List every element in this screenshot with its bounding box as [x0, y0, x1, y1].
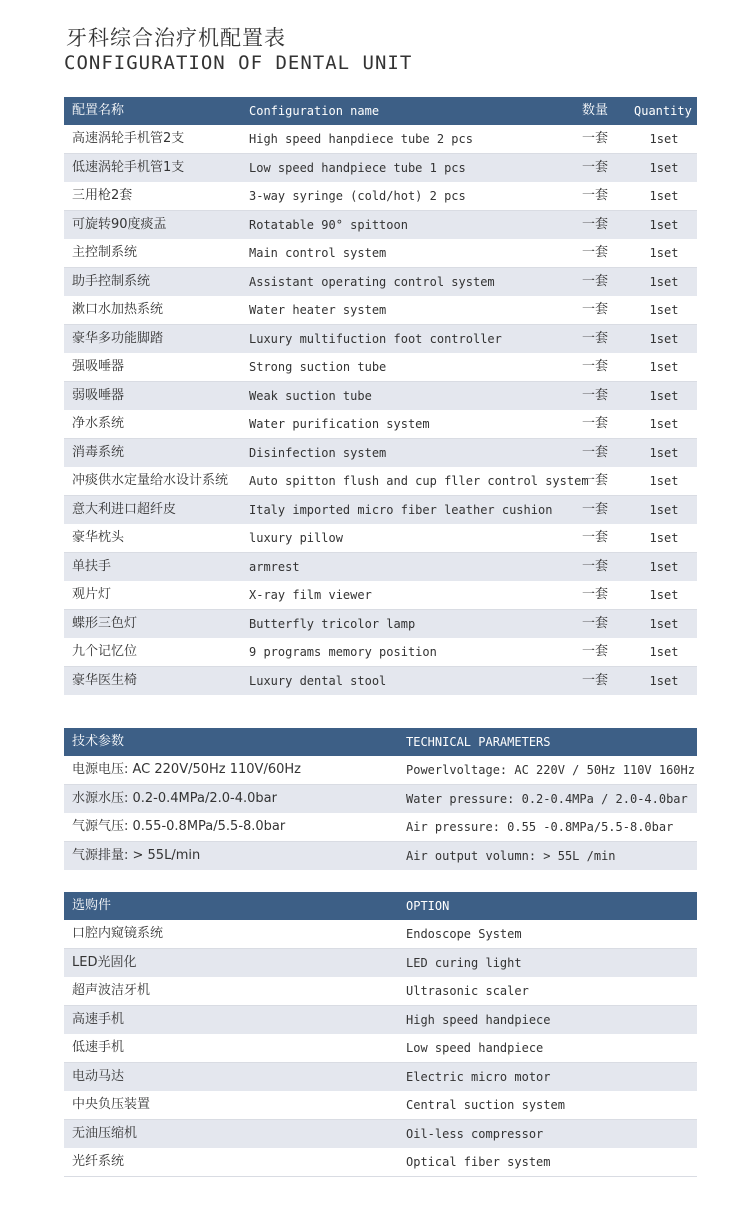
- table-cell: Italy imported micro fiber leather cushion: [249, 503, 553, 517]
- table-cell: 1set: [649, 161, 679, 175]
- table-cell: 光纤系统: [72, 1154, 125, 1169]
- params-table: [64, 728, 697, 870]
- table-cell: Main control system: [249, 246, 387, 260]
- table-cell: 豪华医生椅: [72, 673, 138, 688]
- table-cell: 一套: [582, 530, 609, 545]
- table-cell: 高速涡轮手机管2支: [72, 131, 185, 146]
- table-cell: Air output volumn: > 55L /min: [406, 849, 616, 863]
- table-cell: Water purification system: [249, 417, 430, 431]
- table-cell: 一套: [582, 217, 609, 232]
- table-cell: 气源排量: > 55L/min: [72, 848, 201, 863]
- table-row: [64, 785, 697, 813]
- table-row: [64, 1091, 697, 1120]
- table-row: [64, 154, 697, 182]
- options-table-header: [64, 892, 697, 920]
- table-cell: 气源气压: 0.55-0.8MPa/5.5-8.0bar: [72, 819, 286, 834]
- table-cell: 1set: [649, 417, 679, 431]
- header-quantity-cn: 数量: [582, 103, 609, 118]
- table-cell: 冲痰供水定量给水设计系统: [72, 473, 229, 488]
- table-cell: 一套: [582, 302, 609, 317]
- table-cell: 一套: [582, 131, 609, 146]
- table-cell: 1set: [649, 617, 679, 631]
- table-row: [64, 667, 697, 695]
- table-row: [64, 467, 697, 496]
- table-cell: 一套: [582, 388, 609, 403]
- table-cell: Butterfly tricolor lamp: [249, 617, 416, 631]
- table-cell: Central suction system: [406, 1098, 565, 1112]
- header-params-cn: 技术参数: [72, 734, 125, 749]
- config-table-header: [64, 97, 697, 125]
- table-row: [64, 296, 697, 325]
- table-cell: 一套: [582, 274, 609, 289]
- table-row: [64, 813, 697, 842]
- table-cell: 一套: [582, 559, 609, 574]
- table-cell: 一套: [582, 416, 609, 431]
- table-cell: 1set: [649, 588, 679, 602]
- table-cell: Disinfection system: [249, 446, 387, 460]
- table-cell: Ultrasonic scaler: [406, 984, 529, 998]
- table-cell: LED光固化: [72, 955, 137, 970]
- table-cell: LED curing light: [406, 956, 522, 970]
- table-cell: 强吸唾器: [72, 359, 125, 374]
- table-row: [64, 268, 697, 296]
- table-cell: Weak suction tube: [249, 389, 372, 403]
- table-row: [64, 325, 697, 353]
- table-cell: 豪华枕头: [72, 530, 125, 545]
- table-row: [64, 581, 697, 610]
- table-cell: Rotatable 90° spittoon: [249, 218, 408, 232]
- table-cell: armrest: [249, 560, 300, 574]
- table-cell: 蝶形三色灯: [72, 616, 138, 631]
- table-cell: Low speed handpiece tube 1 pcs: [249, 161, 466, 175]
- table-cell: 一套: [582, 473, 609, 488]
- options-table: [64, 892, 697, 1177]
- table-cell: 1set: [649, 446, 679, 460]
- table-cell: Powerlvoltage: AC 220V / 50Hz 110V 160Hz: [406, 763, 695, 777]
- table-row: [64, 410, 697, 439]
- table-cell: 1set: [649, 474, 679, 488]
- table-cell: 1set: [649, 360, 679, 374]
- table-cell: 一套: [582, 587, 609, 602]
- table-row: [64, 353, 697, 382]
- table-row: [64, 239, 697, 268]
- table-row: [64, 553, 697, 581]
- table-row: [64, 496, 697, 524]
- table-cell: Luxury multifuction foot controller: [249, 332, 502, 346]
- table-cell: Auto spitton flush and cup fller control system: [249, 474, 589, 488]
- table-cell: 高速手机: [72, 1012, 125, 1027]
- table-cell: 助手控制系统: [72, 274, 151, 289]
- table-row: [64, 756, 697, 785]
- table-cell: 一套: [582, 502, 609, 517]
- table-cell: High speed handpiece: [406, 1013, 551, 1027]
- table-row: [64, 1148, 697, 1177]
- table-cell: Optical fiber system: [406, 1155, 551, 1169]
- table-cell: 观片灯: [72, 587, 112, 602]
- table-cell: 一套: [582, 445, 609, 460]
- table-cell: Luxury dental stool: [249, 674, 387, 688]
- table-cell: 一套: [582, 673, 609, 688]
- table-row: [64, 1006, 697, 1034]
- table-row: [64, 949, 697, 977]
- table-cell: Assistant operating control system: [249, 275, 495, 289]
- params-table-header: [64, 728, 697, 756]
- table-cell: Low speed handpiece: [406, 1041, 544, 1055]
- table-row: [64, 125, 697, 154]
- table-cell: 九个记忆位: [72, 644, 138, 659]
- table-row: [64, 842, 697, 870]
- table-cell: 一套: [582, 644, 609, 659]
- header-config-name-cn: 配置名称: [72, 103, 125, 118]
- table-cell: 单扶手: [72, 559, 112, 574]
- header-params-en: TECHNICAL PARAMETERS: [406, 735, 551, 749]
- table-row: [64, 638, 697, 667]
- table-cell: 主控制系统: [72, 245, 138, 260]
- table-cell: luxury pillow: [249, 531, 343, 545]
- table-cell: 1set: [649, 389, 679, 403]
- table-row: [64, 977, 697, 1006]
- table-cell: 1set: [649, 246, 679, 260]
- table-cell: 一套: [582, 331, 609, 346]
- table-cell: 3-way syringe (cold/hot) 2 pcs: [249, 189, 466, 203]
- page-title-cn: 牙科综合治疗机配置表: [66, 26, 286, 50]
- table-cell: 1set: [649, 332, 679, 346]
- table-cell: 一套: [582, 245, 609, 260]
- header-quantity-en: Quantity: [634, 104, 692, 118]
- table-row: [64, 524, 697, 553]
- table-row: [64, 1034, 697, 1063]
- table-cell: Electric micro motor: [406, 1070, 551, 1084]
- table-row: [64, 439, 697, 467]
- table-cell: 1set: [649, 218, 679, 232]
- config-table: [64, 97, 697, 695]
- table-cell: 水源水压: 0.2-0.4MPa/2.0-4.0bar: [72, 791, 277, 806]
- table-cell: Water pressure: 0.2-0.4MPa / 2.0-4.0bar: [406, 792, 688, 806]
- table-cell: 1set: [649, 132, 679, 146]
- header-config-name-en: Configuration name: [249, 104, 380, 118]
- table-cell: 1set: [649, 503, 679, 517]
- table-cell: 一套: [582, 359, 609, 374]
- table-row: [64, 182, 697, 211]
- table-cell: 中央负压装置: [72, 1097, 151, 1112]
- table-cell: 三用枪2套: [72, 188, 133, 203]
- table-row: [64, 1063, 697, 1091]
- table-cell: 口腔内窥镜系统: [72, 926, 164, 941]
- table-cell: 1set: [649, 275, 679, 289]
- table-cell: 漱口水加热系统: [72, 302, 164, 317]
- table-cell: Water heater system: [249, 303, 387, 317]
- page-title-en: CONFIGURATION OF DENTAL UNIT: [64, 52, 413, 74]
- table-cell: 超声波洁牙机: [72, 983, 151, 998]
- table-row: [64, 610, 697, 638]
- table-cell: 1set: [649, 303, 679, 317]
- table-cell: 意大利进口超纤皮: [72, 502, 177, 517]
- table-cell: 1set: [649, 189, 679, 203]
- table-row: [64, 382, 697, 410]
- table-cell: 1set: [649, 645, 679, 659]
- table-row: [64, 1120, 697, 1148]
- table-cell: 低速涡轮手机管1支: [72, 160, 185, 175]
- table-cell: 一套: [582, 160, 609, 175]
- table-cell: Oil-less compressor: [406, 1127, 544, 1141]
- table-cell: 消毒系统: [72, 445, 125, 460]
- table-cell: 一套: [582, 616, 609, 631]
- table-cell: Endoscope System: [406, 927, 522, 941]
- table-cell: 一套: [582, 188, 609, 203]
- table-cell: 可旋转90度痰盂: [72, 217, 167, 232]
- table-cell: 1set: [649, 674, 679, 688]
- table-cell: High speed hanpdiece tube 2 pcs: [249, 132, 473, 146]
- table-cell: 弱吸唾器: [72, 388, 125, 403]
- table-cell: 低速手机: [72, 1040, 125, 1055]
- table-cell: 净水系统: [72, 416, 125, 431]
- table-cell: Strong suction tube: [249, 360, 387, 374]
- table-cell: 电源电压: AC 220V/50Hz 110V/60Hz: [72, 762, 301, 777]
- table-row: [64, 920, 697, 949]
- table-cell: 无油压缩机: [72, 1126, 138, 1141]
- table-cell: 9 programs memory position: [249, 645, 437, 659]
- table-cell: X-ray film viewer: [249, 588, 372, 602]
- header-option-en: OPTION: [406, 899, 450, 913]
- table-cell: 电动马达: [72, 1069, 125, 1084]
- table-cell: Air pressure: 0.55 -0.8MPa/5.5-8.0bar: [406, 820, 674, 834]
- table-cell: 1set: [649, 531, 679, 545]
- table-row: [64, 211, 697, 239]
- table-cell: 1set: [649, 560, 679, 574]
- header-option-cn: 选购件: [72, 898, 112, 913]
- table-cell: 豪华多功能脚踏: [72, 331, 164, 346]
